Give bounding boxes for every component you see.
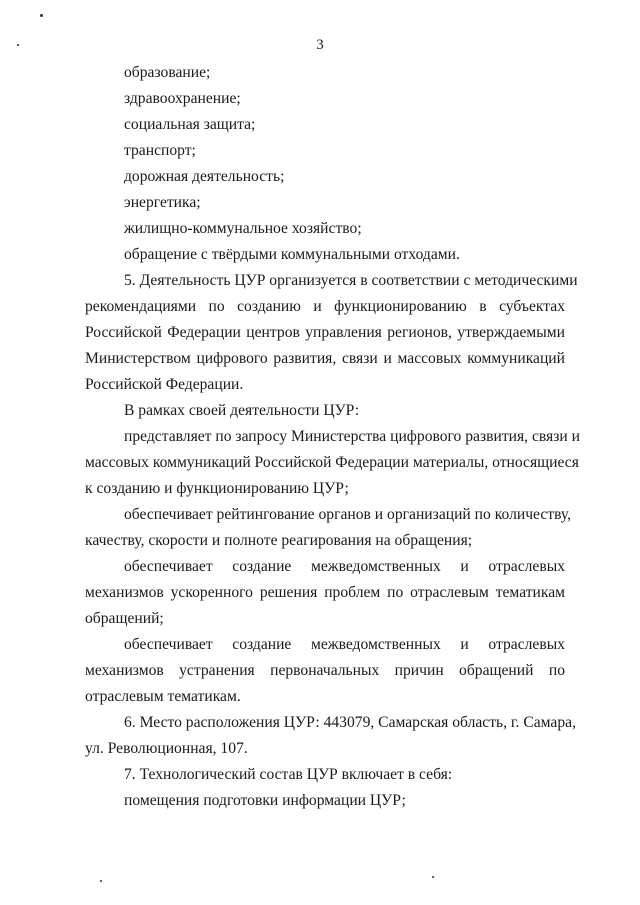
- list-item: социальная защита;: [124, 116, 256, 133]
- paragraph-line: к созданию и функционированию ЦУР;: [85, 480, 349, 497]
- activity-intro: В рамках своей деятельности ЦУР:: [124, 402, 360, 419]
- paragraph-line: обращений;: [85, 610, 164, 627]
- activity-item-2: [85, 502, 572, 554]
- paragraph-line: механизмов ускоренного решения проблем по отраслевым тематикам: [85, 584, 565, 601]
- list-item: транспорт;: [124, 142, 196, 159]
- paragraph-line: представляет по запросу Министерства цифрового развития, связи и: [124, 428, 580, 445]
- list-item: обращение с твёрдыми коммунальными отходами.: [124, 246, 460, 263]
- document-body: [85, 60, 580, 814]
- scan-speck: [40, 14, 43, 17]
- page-number: 3: [316, 37, 324, 53]
- activity-item-3: [85, 554, 565, 632]
- scan-speck: [100, 880, 102, 882]
- list-item: дорожная деятельность;: [124, 168, 285, 185]
- list-item: жилищно-коммунальное хозяйство;: [124, 220, 362, 237]
- paragraph-line: обеспечивает создание межведомственных и отраслевых: [124, 558, 565, 575]
- paragraph-line: 5. Деятельность ЦУР организуется в соответствии с методическими: [124, 272, 578, 289]
- paragraph-line: 6. Место расположения ЦУР: 443079, Самарская область, г. Самара,: [124, 714, 576, 731]
- paragraph-line: Российской Федерации.: [85, 376, 244, 393]
- paragraph-line: Российской Федерации центров управления регионов, утверждаемыми: [85, 324, 565, 341]
- paragraph-line: ул. Революционная, 107.: [85, 740, 248, 757]
- paragraph-line: механизмов устранения первоначальных причин обращений по: [85, 662, 565, 679]
- paragraph-line: качеству, скорости и полноте реагирования на обращения;: [85, 532, 473, 549]
- list-item: здравоохранение;: [124, 90, 241, 107]
- sector-list: [85, 60, 565, 268]
- paragraph-5: [85, 268, 578, 398]
- list-item: образование;: [124, 64, 211, 81]
- paragraph-line: массовых коммуникаций Российской Федерации материалы, относящиеся: [85, 454, 579, 471]
- paragraph-7: 7. Технологический состав ЦУР включает в себя:: [124, 766, 453, 783]
- activity-item-1: [85, 424, 580, 502]
- list-item: энергетика;: [124, 194, 201, 211]
- activity-item-4: [85, 632, 565, 710]
- scan-speck: [432, 876, 434, 878]
- paragraph-line: отраслевым тематикам.: [85, 688, 241, 705]
- paragraph-6: [85, 710, 576, 762]
- paragraph-7-item: помещения подготовки информации ЦУР;: [124, 792, 406, 809]
- paragraph-line: рекомендациями по созданию и функционированию в субъектах: [85, 298, 565, 315]
- paragraph-line: Министерством цифрового развития, связи и массовых коммуникаций: [85, 350, 565, 367]
- paragraph-line: обеспечивает рейтингование органов и организаций по количеству,: [124, 506, 572, 523]
- paragraph-line: обеспечивает создание межведомственных и отраслевых: [124, 636, 565, 653]
